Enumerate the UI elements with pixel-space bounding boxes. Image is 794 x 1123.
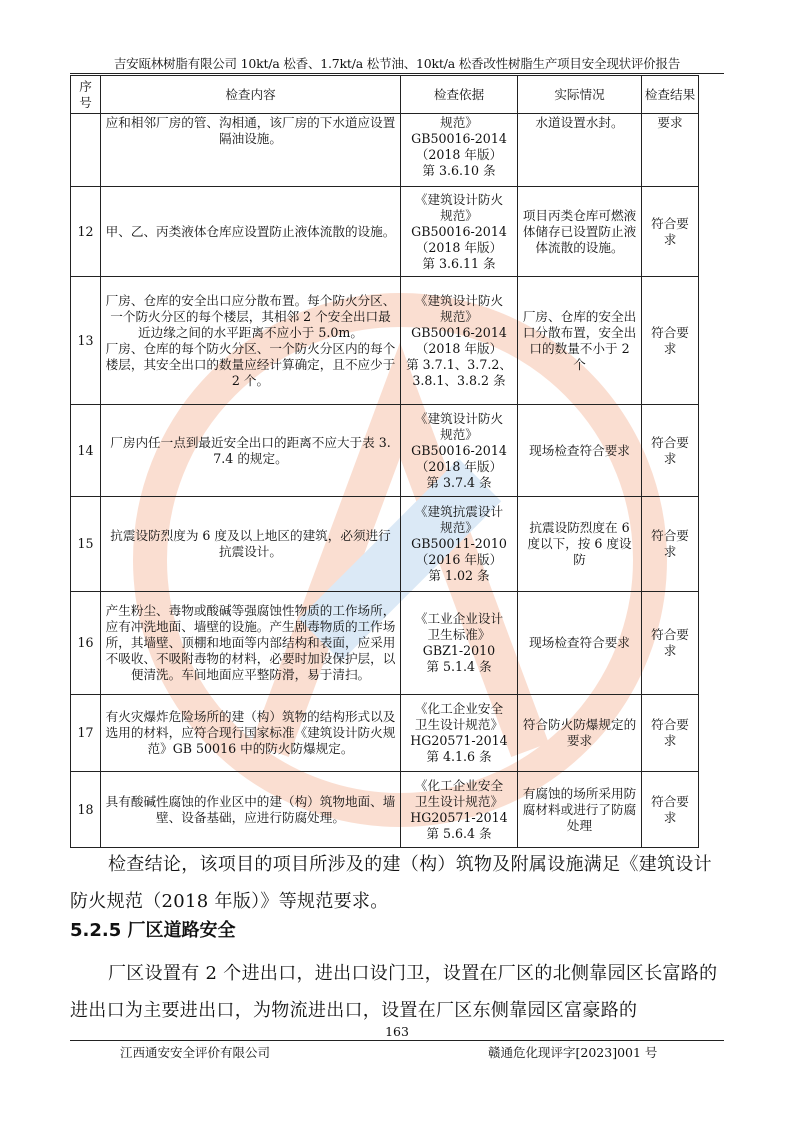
basis-line: GBZ1-2010 <box>422 643 496 658</box>
cell-basis <box>401 497 518 592</box>
page-number: 163 <box>385 1024 409 1039</box>
cell-content <box>101 497 401 592</box>
basis-line: 第 5.6.4 条 <box>426 825 492 841</box>
table-row <box>71 405 699 497</box>
footer-company: 江西通安安全评价有限公司 <box>120 1045 271 1060</box>
col-header-no: 序号 <box>71 76 101 114</box>
basis-line: 第 3.6.10 条 <box>422 163 496 178</box>
check-conclusion: 检查结论，该项目的项目所涉及的建（构）筑物及附属设施满足《建筑设计防火规范（2018 年版）》等规范要求。 <box>70 854 712 912</box>
content-paragraph: 厂房、仓库的每个防火分区、一个防火分区内的每个楼层，其安全出口的数量应经计算确定，且不应少于 2 个。 <box>105 340 396 388</box>
cell-content <box>101 187 401 277</box>
cell-result: 符合要求 <box>642 187 699 277</box>
basis-line: 卫生标准》 <box>427 627 491 642</box>
basis-line: 《工业企业设计 <box>414 611 504 626</box>
basis-line: 《建筑设计防火 <box>414 292 504 308</box>
content-paragraph: 厂房、仓库的安全出口应分散布置。每个防火分区、一个防火分区的每个楼层，其相邻 2 个安全出口最近边缘之间的水平距离不应小于 5.0m。 <box>105 292 396 340</box>
basis-line: （2016 年版） <box>415 552 503 567</box>
basis-line: 规范》 <box>440 207 478 223</box>
cell-basis <box>401 592 518 695</box>
basis-line: （2018 年版） <box>415 239 503 255</box>
cell-result: 符合要求 <box>642 695 699 772</box>
cell-no: 17 <box>71 695 101 772</box>
cell-basis <box>401 187 518 277</box>
cell-result: 符合要求 <box>642 592 699 695</box>
basis-line: 卫生设计规范》 <box>414 793 504 809</box>
footer-rule <box>70 1040 724 1041</box>
cell-content <box>101 695 401 772</box>
cell-content <box>101 114 401 187</box>
cell-no: 15 <box>71 497 101 592</box>
basis-line: 规范》 <box>440 520 478 535</box>
table-row <box>71 277 699 405</box>
basis-line: 《化工企业安全 <box>414 777 504 793</box>
cell-no: 12 <box>71 187 101 277</box>
basis-line: 第 5.1.4 条 <box>426 659 492 674</box>
cell-actual: 抗震设防烈度在 6 度以下，按 6 度设防 <box>518 497 642 592</box>
content-paragraph: 产生粉尘、毒物或酸碱等强腐蚀性物质的工作场所，应有冲洗地面、墙壁的设施。产生剧毒物质的工作场所，其墙壁、顶棚和地面等内部结构和表面，应采用不吸收、不吸附毒物的材料，必要时加设保护层，以便清洗。车间地面应平整防滑，易于清扫。 <box>105 603 396 682</box>
basis-line: 第 3.6.11 条 <box>422 255 496 271</box>
table-row <box>71 695 699 772</box>
content-paragraph: 有火灾爆炸危险场所的建（构）筑物的结构形式以及选用的材料，应符合现行国家标准《建筑设计防火规范》GB 50016 中的防火防爆规定。 <box>105 709 396 756</box>
cell-result: 符合要求 <box>642 277 699 405</box>
cell-result: 符合要求 <box>642 405 699 497</box>
basis-line: 《建筑设计防火 <box>414 191 504 207</box>
table-row <box>71 187 699 277</box>
section-paragraph: 厂区设置有 2 个进出口，进出口设门卫，设置在厂区的北侧靠园区长富路的进出口为主要进出口，为物流进出口，设置在厂区东侧靠园区富豪路的 <box>70 963 718 1021</box>
content-paragraph: 厂房内任一点到最近安全出口的距离不应大于表 3.7.4 的规定。 <box>110 434 391 466</box>
check-table <box>70 75 699 848</box>
cell-actual: 项目丙类仓库可燃液体储存已设置防止液体流散的设施。 <box>518 187 642 277</box>
header-rule <box>70 73 724 74</box>
table-row <box>71 592 699 695</box>
basis-line: 规范》 <box>440 115 478 130</box>
footer-report-code: 赣通危化现评字[2023]001 号 <box>488 1045 658 1060</box>
table-row <box>71 497 699 592</box>
basis-line: 3.8.1、3.8.2 条 <box>412 372 506 388</box>
basis-line: 规范》 <box>440 308 478 324</box>
cell-result: 要求 <box>642 114 699 187</box>
basis-line: 第 4.1.6 条 <box>426 749 492 764</box>
basis-line: HG20571-2014 <box>410 733 508 748</box>
basis-line: （2018 年版） <box>415 147 503 162</box>
basis-line: 第 3.7.1、3.7.2、 <box>406 356 512 372</box>
cell-no: 16 <box>71 592 101 695</box>
col-header-content: 检查内容 <box>101 76 401 114</box>
page-header: 吉安瓯林树脂有限公司 10kt/a 松香、1.7kt/a 松节油、10kt/a 松香改性树脂生产项目安全现状评价报告 <box>113 56 681 71</box>
content-paragraph: 抗震设防烈度为 6 度及以上地区的建筑，必须进行抗震设计。 <box>110 528 391 559</box>
content-paragraph: 应和相邻厂房的管、沟相通，该厂房的下水道应设置隔油设施。 <box>105 115 396 146</box>
basis-line: GB50016-2014 <box>411 324 507 340</box>
cell-actual: 符合防火防爆规定的要求 <box>518 695 642 772</box>
basis-line: GB50016-2014 <box>411 223 507 239</box>
basis-line: 《建筑设计防火 <box>414 410 504 426</box>
cell-actual: 现场检查符合要求 <box>518 592 642 695</box>
basis-line: （2018 年版） <box>415 458 503 474</box>
cell-no: 18 <box>71 772 101 848</box>
basis-line: 《建筑抗震设计 <box>414 504 504 519</box>
cell-actual: 现场检查符合要求 <box>518 405 642 497</box>
basis-line: GB50011-2010 <box>411 536 507 551</box>
cell-actual: 水道设置水封。 <box>518 114 642 187</box>
basis-line: HG20571-2014 <box>410 809 508 825</box>
basis-line: 规范》 <box>440 426 478 442</box>
cell-actual: 厂房、仓库的安全出口分散布置，安全出口的数量不小于 2 个 <box>518 277 642 405</box>
table-row <box>71 772 699 848</box>
cell-no: 13 <box>71 277 101 405</box>
cell-content <box>101 772 401 848</box>
cell-basis <box>401 114 518 187</box>
cell-basis <box>401 405 518 497</box>
table-header-row <box>71 76 699 114</box>
basis-line: （2018 年版） <box>415 340 503 356</box>
cell-actual: 有腐蚀的场所采用防腐材料或进行了防腐处理 <box>518 772 642 848</box>
cell-basis <box>401 277 518 405</box>
basis-line: 《化工企业安全 <box>414 701 504 716</box>
cell-result: 符合要求 <box>642 772 699 848</box>
content-paragraph: 具有酸碱性腐蚀的作业区中的建（构）筑物地面、墙壁、设备基础，应进行防腐处理。 <box>105 793 396 825</box>
basis-line: GB50016-2014 <box>411 442 507 458</box>
cell-basis <box>401 695 518 772</box>
cell-content <box>101 592 401 695</box>
cell-content <box>101 277 401 405</box>
cell-content <box>101 405 401 497</box>
cell-result: 符合要求 <box>642 497 699 592</box>
col-header-result: 检查结果 <box>642 76 699 114</box>
cell-basis <box>401 772 518 848</box>
table-row <box>71 114 699 187</box>
basis-line: 第 1.02 条 <box>428 568 490 583</box>
cell-no <box>71 114 101 187</box>
basis-line: GB50016-2014 <box>411 131 507 146</box>
section-title: 5.2.5 厂区道路安全 <box>70 920 236 941</box>
basis-line: 卫生设计规范》 <box>414 717 504 732</box>
col-header-basis: 检查依据 <box>401 76 518 114</box>
content-paragraph: 甲、乙、丙类液体仓库应设置防止液体流散的设施。 <box>105 223 396 239</box>
basis-line: 第 3.7.4 条 <box>426 474 492 490</box>
cell-no: 14 <box>71 405 101 497</box>
col-header-actual: 实际情况 <box>518 76 642 114</box>
